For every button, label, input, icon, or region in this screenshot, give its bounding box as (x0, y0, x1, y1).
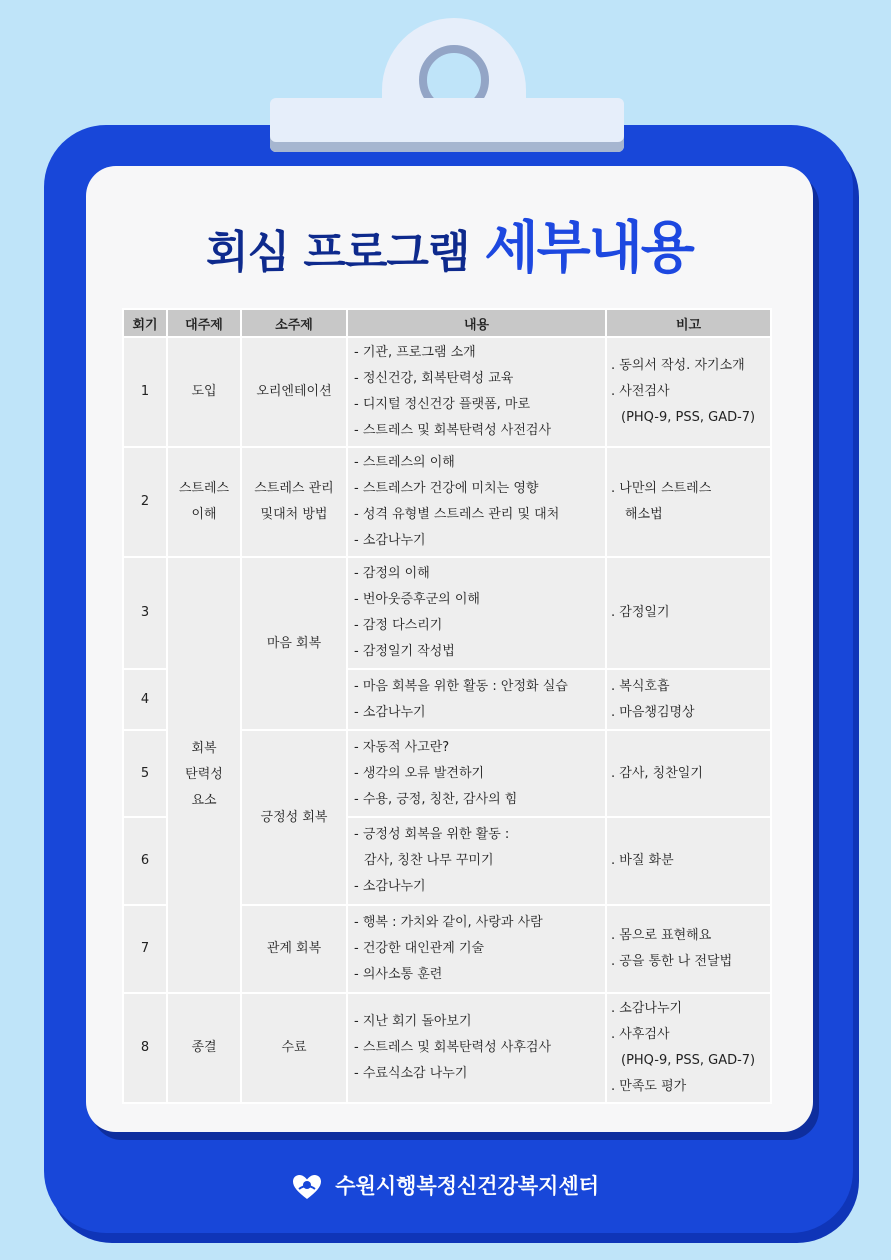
note-line: (PHQ-9, PSS, GAD-7) (621, 1053, 756, 1068)
note-line: . 몸으로 표현해요 (611, 928, 712, 943)
content-line: - 긍정성 회복을 위한 활동 : (354, 827, 510, 842)
subtopic-cell (241, 447, 347, 557)
note-line: . 공을 통한 나 전달법 (611, 954, 733, 969)
content-line: - 소감나누기 (354, 533, 426, 548)
theme-text: 탄력성 (185, 767, 223, 782)
note-cell (606, 669, 771, 730)
theme-text: 이해 (191, 507, 217, 522)
table-row (123, 447, 771, 557)
subtopic-text: 긍정성 회복 (260, 809, 328, 825)
theme-cell (167, 447, 241, 557)
note-cell (606, 557, 771, 669)
clipboard-clip-base (270, 98, 624, 152)
note-line: . 복식호흡 (611, 678, 670, 694)
content-line: - 기관, 프로그램 소개 (354, 345, 476, 360)
note-line: . 감사, 칭찬일기 (611, 765, 703, 781)
note-cell (606, 905, 771, 993)
content-cell (347, 337, 606, 447)
subtopic-cell (241, 337, 347, 447)
note-cell (606, 447, 771, 557)
content-line: - 건강한 대인관계 기술 (354, 941, 485, 956)
subtopic-text: 관계 회복 (266, 941, 322, 956)
content-line: - 생각의 오류 발견하기 (354, 765, 485, 781)
note-line: . 바질 화분 (611, 853, 674, 868)
note-line: . 사전검사 (611, 384, 670, 399)
content-line: - 감정의 이해 (354, 566, 430, 581)
content-cell (347, 730, 606, 817)
header-session: 회기 (123, 309, 167, 337)
header-content: 내용 (347, 309, 606, 337)
note-line: 해소법 (625, 507, 663, 522)
content-line: - 디지털 정신건강 플랫폼, 마로 (354, 397, 531, 412)
content-cell (347, 993, 606, 1103)
content-line: - 수용, 긍정, 칭찬, 감사의 힘 (354, 791, 518, 807)
content-line: - 소감나누기 (354, 704, 426, 720)
session-number: 7 (123, 905, 167, 993)
program-table (122, 308, 772, 1104)
theme-text: 회복 (191, 741, 217, 756)
table-row (123, 337, 771, 447)
note-cell (606, 993, 771, 1103)
content-line: - 수료식소감 나누기 (354, 1066, 468, 1081)
content-line: - 감정 다스리기 (354, 618, 443, 633)
theme-text: 도입 (191, 384, 217, 399)
subtopic-cell (241, 905, 347, 993)
content-line: - 지난 회기 돌아보기 (354, 1014, 472, 1029)
note-line: . 마음챙김명상 (611, 704, 695, 720)
content-line: - 정신건강, 회복탄력성 교육 (354, 371, 514, 386)
content-cell (347, 905, 606, 993)
note-line: . 사후검사 (611, 1027, 670, 1042)
subtopic-text: 및대처 방법 (260, 507, 328, 522)
content-line: - 스트레스의 이해 (354, 455, 455, 470)
content-line: - 자동적 사고란? (354, 739, 450, 755)
content-line: - 스트레스 및 회복탄력성 사후검사 (354, 1040, 552, 1055)
content-line: - 감정일기 작성법 (354, 644, 455, 659)
session-number: 3 (123, 557, 167, 669)
content-line: 감사, 칭찬 나무 꾸미기 (364, 853, 494, 868)
subtopic-cell (241, 730, 347, 905)
subtopic-text: 마음 회복 (266, 635, 322, 651)
theme-text: 요소 (191, 793, 217, 808)
header-subtopic: 소주제 (241, 309, 347, 337)
note-line: . 만족도 평가 (611, 1079, 687, 1094)
theme-cell (167, 557, 241, 993)
content-line: - 마음 회복을 위한 활동 : 안정화 실습 (354, 678, 568, 694)
theme-text: 종결 (191, 1040, 217, 1055)
session-number: 8 (123, 993, 167, 1103)
subtopic-text: 스트레스 관리 (254, 481, 334, 496)
note-cell (606, 730, 771, 817)
content-line: - 소감나누기 (354, 879, 426, 894)
page-title (86, 204, 813, 284)
title-part1: 회심 프로그램 (206, 227, 470, 278)
content-line: - 스트레스가 건강에 미치는 영향 (354, 481, 539, 496)
content-line: - 성격 유형별 스트레스 관리 및 대처 (354, 507, 560, 522)
heart-hands-logo-icon (292, 1174, 322, 1200)
note-cell (606, 817, 771, 905)
session-number: 2 (123, 447, 167, 557)
note-line: (PHQ-9, PSS, GAD-7) (621, 410, 756, 425)
subtopic-text: 수료 (281, 1040, 307, 1055)
org-name: 수원시행복정신건강복지센터 (335, 1174, 600, 1198)
content-cell (347, 557, 606, 669)
table-header-row (123, 309, 771, 337)
theme-cell (167, 337, 241, 447)
content-line: - 행복 : 가치와 같이, 사랑과 사람 (354, 915, 543, 930)
session-number: 5 (123, 730, 167, 817)
note-line: . 동의서 작성. 자기소개 (611, 358, 745, 373)
content-line: - 스트레스 및 회복탄력성 사전검사 (354, 423, 552, 438)
note-cell (606, 337, 771, 447)
note-line: . 감정일기 (611, 605, 670, 620)
note-line: . 나만의 스트레스 (611, 481, 712, 496)
table-row (123, 993, 771, 1103)
theme-cell (167, 993, 241, 1103)
content-cell (347, 447, 606, 557)
subtopic-cell (241, 557, 347, 730)
footer (0, 1170, 891, 1200)
table-row (123, 557, 771, 669)
subtopic-text: 오리엔테이션 (256, 384, 332, 399)
note-line: . 소감나누기 (611, 1001, 683, 1016)
header-theme: 대주제 (167, 309, 241, 337)
content-cell (347, 669, 606, 730)
session-number: 1 (123, 337, 167, 447)
header-note: 비고 (606, 309, 771, 337)
theme-text: 스트레스 (178, 481, 230, 496)
session-number: 4 (123, 669, 167, 730)
content-line: - 번아웃증후군의 이해 (354, 592, 480, 607)
session-number: 6 (123, 817, 167, 905)
content-cell (347, 817, 606, 905)
content-line: - 의사소통 훈련 (354, 967, 443, 982)
subtopic-cell (241, 993, 347, 1103)
title-part2: 세부내용 (484, 216, 693, 281)
